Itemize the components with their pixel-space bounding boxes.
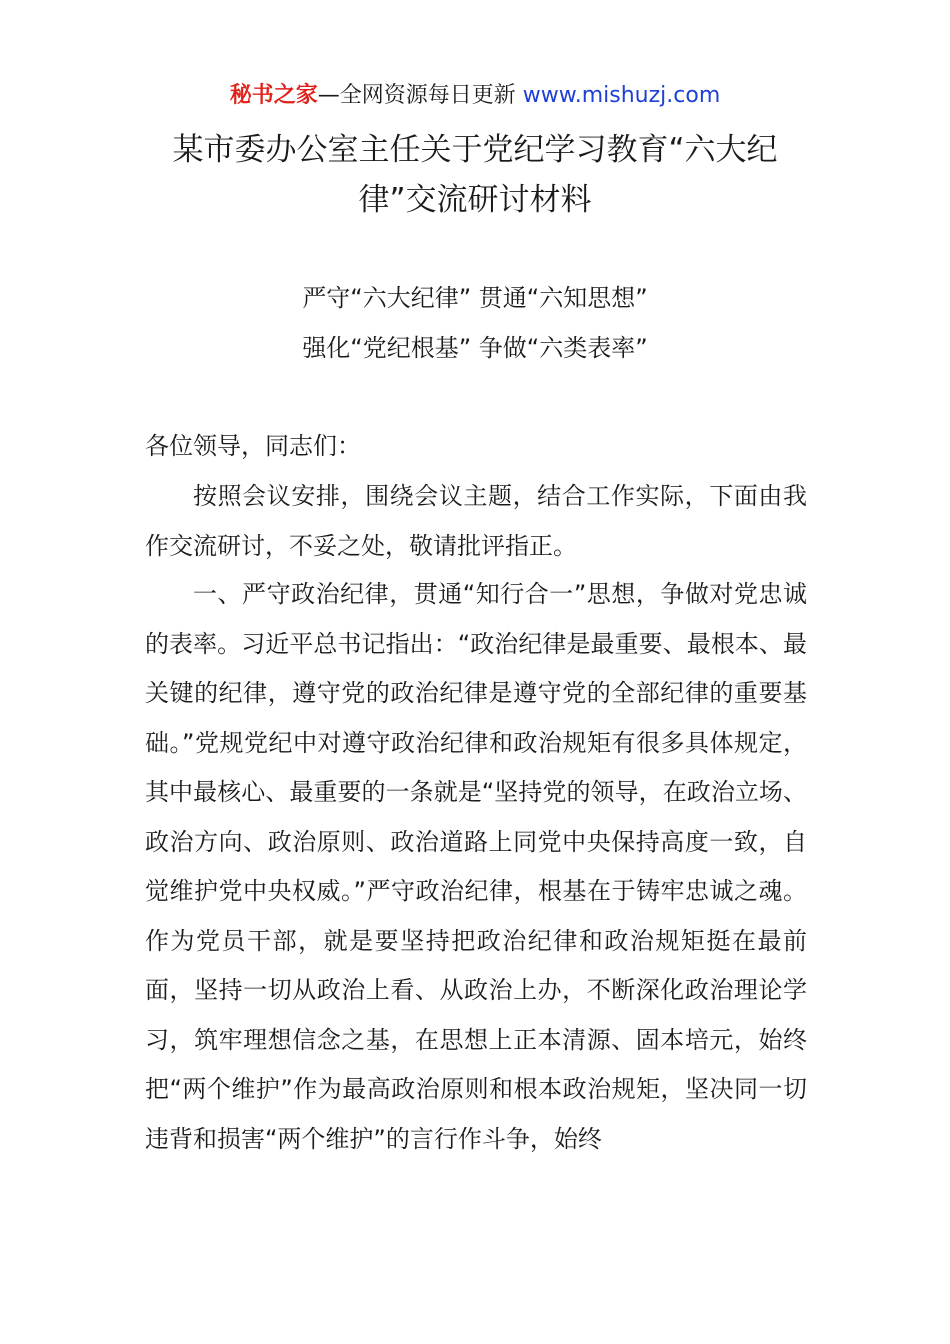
site-header bbox=[0, 80, 950, 112]
paragraph-section-1: 一、严守政治纪律，贯通“知行合一”思想，争做对党忠诚的表率。习近平总书记指出：“政治纪律是最重要、最根本、最关键的纪律，遵守党的政治纪律是遵守党的全部纪律的重要基础。”党规党纪中对遵守政治纪律和政治规矩有很多具体规定，其中最核心、最重要的一条就是“坚持党的领导，在政治立场、政治方向、政治原则、政治道路上同党中央保持高度一致，自觉维护党中央权威。”严守政治纪律，根基在于铸牢忠诚之魂。作为党员干部，就是要坚持把政治纪律和政治规矩挺在最前面，坚持一切从政治上看、从政治上办，不断深化政治理论学习，筑牢理想信念之基，在思想上正本清源、固本培元，始终把“两个维护”作为最高政治原则和根本政治规矩，坚决同一切违背和损害“两个维护”的言行作斗争，始终 bbox=[145, 580, 807, 1153]
paragraph-intro: 按照会议安排，围绕会议主题，结合工作实际，下面由我作交流研讨，不妥之处，敬请批评指正。 bbox=[145, 482, 807, 560]
header-tagline: —全网资源每日更新 bbox=[317, 83, 523, 108]
greeting: 各位领导，同志们： bbox=[145, 432, 361, 460]
subtitle-line-1: 严守“六大纪律” 贯通“六知思想” bbox=[302, 284, 648, 312]
brand-name: 秘书之家 bbox=[229, 83, 318, 108]
subtitle-line-2: 强化“党纪根基” 争做“六类表率” bbox=[302, 334, 648, 362]
document-title: 某市委办公室主任关于党纪学习教育“六大纪律”交流研讨材料 bbox=[172, 132, 778, 218]
site-url[interactable]: www.mishuzj.com bbox=[522, 83, 721, 108]
